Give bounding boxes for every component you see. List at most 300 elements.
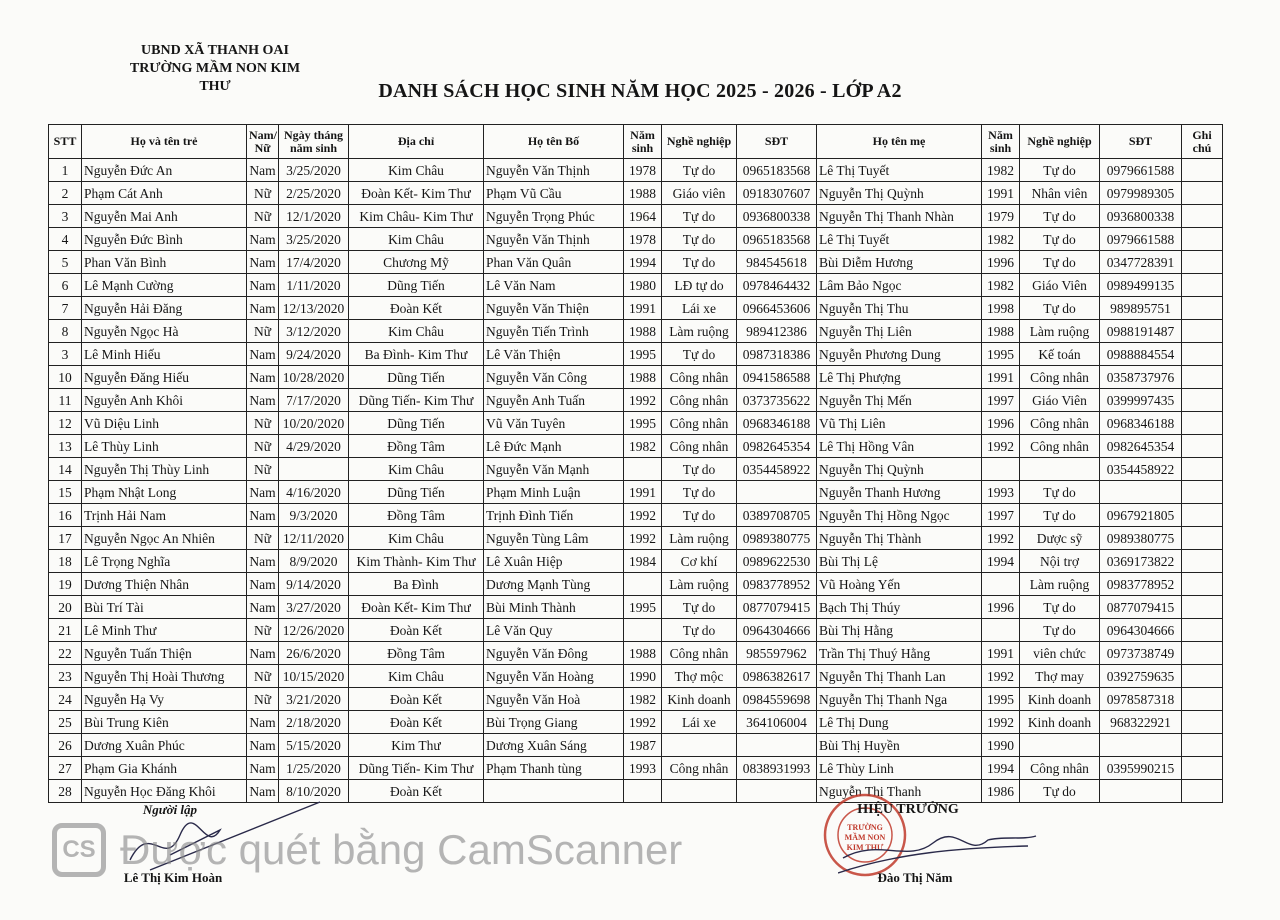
table-cell: Công nhân [662,435,737,458]
table-cell: Tự do [662,504,737,527]
table-cell [1182,297,1223,320]
table-cell: Tự do [662,228,737,251]
table-cell: Nguyễn Tiến Trình [484,320,624,343]
table-cell: 1982 [982,159,1020,182]
table-cell: 0936800338 [737,205,817,228]
table-cell: 8 [49,320,82,343]
table-cell: Nam [247,228,279,251]
table-cell [279,458,349,481]
table-cell: Đồng Tâm [349,435,484,458]
table-row [49,412,1223,435]
table-cell [1182,366,1223,389]
table-cell: 1988 [624,320,662,343]
table-cell: 0989380775 [1100,527,1182,550]
table-cell: 16 [49,504,82,527]
table-cell: 984545618 [737,251,817,274]
table-cell: Công nhân [1020,412,1100,435]
table-cell: Trịnh Đình Tiến [484,504,624,527]
table-cell: Nguyễn Văn Thiện [484,297,624,320]
table-cell: Phạm Minh Luận [484,481,624,504]
table-cell: 3/12/2020 [279,320,349,343]
table-cell: 1990 [982,734,1020,757]
table-cell: Tự do [1020,780,1100,803]
table-cell: Nữ [247,412,279,435]
table-cell: 0941586588 [737,366,817,389]
table-cell: Nam [247,504,279,527]
table-cell: Nguyễn Hải Đăng [82,297,247,320]
table-cell: Lê Thị Dung [817,711,982,734]
table-cell: Lê Văn Thiện [484,343,624,366]
table-cell: Dương Xuân Sáng [484,734,624,757]
table-cell: Giáo Viên [1020,389,1100,412]
table-cell: Bùi Thị Huyền [817,734,982,757]
table-cell [1020,458,1100,481]
table-cell: Dũng Tiến [349,366,484,389]
table-cell: Nguyễn Phương Dung [817,343,982,366]
table-cell: 5/15/2020 [279,734,349,757]
table-cell: Thợ may [1020,665,1100,688]
table-cell [1100,734,1182,757]
table-cell: 0965183568 [737,228,817,251]
table-cell: 22 [49,642,82,665]
table-cell: 0988884554 [1100,343,1182,366]
table-cell: Nguyễn Thị Mến [817,389,982,412]
table-cell: Tự do [1020,159,1100,182]
table-cell: Lê Văn Quy [484,619,624,642]
table-cell: Nguyễn Tùng Lâm [484,527,624,550]
table-cell: Làm ruộng [662,527,737,550]
table-row [49,573,1223,596]
table-cell: Công nhân [662,642,737,665]
table-cell: 28 [49,780,82,803]
table-cell: Cơ khí [662,550,737,573]
table-cell: Ba Đình- Kim Thư [349,343,484,366]
table-cell: 1992 [624,389,662,412]
table-cell: Công nhân [1020,435,1100,458]
table-cell: Tự do [1020,619,1100,642]
table-cell: 1992 [982,665,1020,688]
table-cell: Nguyễn Văn Thịnh [484,159,624,182]
table-cell: Lê Thị Hồng Vân [817,435,982,458]
table-cell: 0979661588 [1100,228,1182,251]
table-cell: 8/10/2020 [279,780,349,803]
table-cell: 0989622530 [737,550,817,573]
table-cell: Lê Thị Tuyết [817,159,982,182]
table-cell: 0978464432 [737,274,817,297]
table-cell: 1992 [624,527,662,550]
table-cell: Nguyễn Thị Quỳnh [817,458,982,481]
table-row [49,458,1223,481]
column-header: Ghi chú [1182,125,1223,159]
table-cell: 10/20/2020 [279,412,349,435]
table-cell: Nữ [247,435,279,458]
table-cell: Nam [247,389,279,412]
table-cell: Nguyễn Anh Tuấn [484,389,624,412]
table-cell: Giáo viên [662,182,737,205]
table-cell [662,734,737,757]
table-cell: Nam [247,159,279,182]
table-cell: Thợ mộc [662,665,737,688]
table-cell [1182,596,1223,619]
table-cell: 1991 [982,182,1020,205]
table-cell [1182,274,1223,297]
table-cell: 10 [49,366,82,389]
table-cell: Đồng Tâm [349,642,484,665]
table-cell: 0982645354 [1100,435,1182,458]
table-cell: 1995 [624,412,662,435]
table-cell [1182,251,1223,274]
table-cell: Nguyễn Thị Thanh Nga [817,688,982,711]
table-cell: Nguyễn Thị Thanh Lan [817,665,982,688]
table-cell: 0838931993 [737,757,817,780]
table-cell: 1978 [624,159,662,182]
table-cell: 0983778952 [1100,573,1182,596]
table-cell: Kim Châu [349,665,484,688]
table-cell: 1992 [982,711,1020,734]
table-row [49,642,1223,665]
column-header: STT [49,125,82,159]
table-cell: Trịnh Hải Nam [82,504,247,527]
table-cell: Tự do [662,159,737,182]
table-row [49,228,1223,251]
table-cell: 6 [49,274,82,297]
table-cell: 8/9/2020 [279,550,349,573]
table-cell: Tự do [1020,297,1100,320]
table-cell: 0877079415 [1100,596,1182,619]
column-header: Họ tên mẹ [817,125,982,159]
table-cell [737,481,817,504]
table-row [49,435,1223,458]
table-cell: 1987 [624,734,662,757]
table-cell: Công nhân [1020,757,1100,780]
table-cell: Tự do [662,251,737,274]
table-row [49,619,1223,642]
table-cell: 0358737976 [1100,366,1182,389]
table-cell: 3/27/2020 [279,596,349,619]
table-cell: Làm ruộng [1020,573,1100,596]
table-cell: Lê Minh Thư [82,619,247,642]
table-cell: 21 [49,619,82,642]
table-cell: 0988191487 [1100,320,1182,343]
table-cell: Nguyễn Mai Anh [82,205,247,228]
table-cell: Nguyễn Học Đăng Khôi [82,780,247,803]
table-cell: Nguyễn Văn Công [484,366,624,389]
table-cell: Dũng Tiến [349,481,484,504]
table-cell: 0964304666 [1100,619,1182,642]
table-cell: Nữ [247,665,279,688]
table-cell: Phạm Vũ Cầu [484,182,624,205]
table-cell: 11 [49,389,82,412]
table-cell: 1994 [982,757,1020,780]
table-cell: Lái xe [662,711,737,734]
table-cell: Công nhân [662,757,737,780]
table-cell: LĐ tự do [662,274,737,297]
table-cell: Kinh doanh [1020,688,1100,711]
table-cell: 26 [49,734,82,757]
table-cell: Nam [247,711,279,734]
table-cell: 0967921805 [1100,504,1182,527]
table-cell: 10/28/2020 [279,366,349,389]
table-cell: 1995 [982,343,1020,366]
table-cell: Lê Đức Mạnh [484,435,624,458]
table-cell [737,734,817,757]
table-cell: Nguyễn Thị Hoài Thương [82,665,247,688]
table-cell: Tự do [662,619,737,642]
column-header: Địa chỉ [349,125,484,159]
table-cell: 10/15/2020 [279,665,349,688]
table-cell: 1982 [624,435,662,458]
table-cell [1182,642,1223,665]
principal-title: HIỆU TRƯỞNG [857,802,959,817]
table-cell: 12/26/2020 [279,619,349,642]
table-cell: 989895751 [1100,297,1182,320]
table-cell: Nguyễn Đức An [82,159,247,182]
table-row [49,366,1223,389]
table-row [49,504,1223,527]
table-cell: 1/25/2020 [279,757,349,780]
table-cell: 15 [49,481,82,504]
table-row [49,297,1223,320]
table-cell: Dũng Tiến [349,274,484,297]
table-cell: 1992 [624,504,662,527]
table-cell: Nữ [247,320,279,343]
table-cell: Nguyễn Văn Mạnh [484,458,624,481]
table-cell: 3 [49,205,82,228]
table-cell: 0984559698 [737,688,817,711]
table-cell [1182,780,1223,803]
table-cell: Nguyễn Thị Thanh Nhàn [817,205,982,228]
table-cell [1182,182,1223,205]
table-cell: 1979 [982,205,1020,228]
table-cell: 0987318386 [737,343,817,366]
table-cell: 0979989305 [1100,182,1182,205]
table-cell: 0986382617 [737,665,817,688]
table-cell: 12/11/2020 [279,527,349,550]
table-cell: 27 [49,757,82,780]
table-cell: Vũ Hoàng Yến [817,573,982,596]
column-header: Nghề nghiệp [1020,125,1100,159]
table-cell [1182,228,1223,251]
table-cell: 0968346188 [1100,412,1182,435]
table-cell: Kim Thư [349,734,484,757]
table-cell [982,458,1020,481]
table-cell: 1992 [982,527,1020,550]
table-cell: 1984 [624,550,662,573]
table-cell: 24 [49,688,82,711]
svg-text:KIM THƯ: KIM THƯ [846,843,884,852]
table-cell: 0354458922 [737,458,817,481]
table-cell: Nguyễn Đức Bình [82,228,247,251]
table-cell: Tự do [1020,481,1100,504]
table-row [49,757,1223,780]
table-cell: 989412386 [737,320,817,343]
table-cell [1182,159,1223,182]
table-cell: 3/25/2020 [279,159,349,182]
table-cell: 1988 [624,366,662,389]
table-cell: Nam [247,366,279,389]
table-cell: Đoàn Kết- Kim Thư [349,182,484,205]
camscanner-watermark [52,822,682,878]
table-cell [1182,550,1223,573]
table-cell: Tự do [1020,228,1100,251]
column-header: SĐT [737,125,817,159]
table-cell: 1992 [624,711,662,734]
table-cell: 9/3/2020 [279,504,349,527]
table-cell: Đoàn Kết [349,711,484,734]
table-cell: 1992 [982,435,1020,458]
table-cell: 1 [49,159,82,182]
table-cell: Bùi Trọng Giang [484,711,624,734]
student-table [48,124,1223,803]
table-cell: Tự do [1020,205,1100,228]
table-cell: 0347728391 [1100,251,1182,274]
table-cell: Lê Thị Phượng [817,366,982,389]
table-cell: Kế toán [1020,343,1100,366]
table-cell: Dược sỹ [1020,527,1100,550]
table-row [49,711,1223,734]
table-cell [624,780,662,803]
table-cell: Làm ruộng [662,320,737,343]
table-cell: 1997 [982,389,1020,412]
table-cell: 985597962 [737,642,817,665]
table-cell: Phan Văn Bình [82,251,247,274]
table-cell: 4/29/2020 [279,435,349,458]
column-header: Nghề nghiệp [662,125,737,159]
table-cell: Bùi Trung Kiên [82,711,247,734]
table-row [49,389,1223,412]
table-cell: 364106004 [737,711,817,734]
table-cell: 1991 [982,366,1020,389]
table-cell [1182,527,1223,550]
table-cell: 0965183568 [737,159,817,182]
table-cell: Lê Thùy Linh [817,757,982,780]
table-cell: Kim Châu [349,159,484,182]
table-cell [1182,389,1223,412]
table-cell: 19 [49,573,82,596]
table-cell [1182,665,1223,688]
table-cell: 1996 [982,251,1020,274]
table-cell: 1995 [982,688,1020,711]
table-cell: Bùi Trí Tài [82,596,247,619]
table-cell: 2/18/2020 [279,711,349,734]
table-row [49,182,1223,205]
table-cell: Nam [247,780,279,803]
table-cell: Phan Văn Quân [484,251,624,274]
table-cell: 1997 [982,504,1020,527]
org-line-2: TRƯỜNG MẦM NON KIM THƯ [129,61,301,94]
table-cell [1100,481,1182,504]
table-cell: 17 [49,527,82,550]
table-cell: 1988 [624,182,662,205]
table-row [49,159,1223,182]
table-cell: Nam [247,596,279,619]
camscanner-text: Được quét bằng CamScanner [120,826,683,873]
table-cell: Lê Văn Nam [484,274,624,297]
table-cell: Công nhân [1020,366,1100,389]
table-cell: Nam [247,550,279,573]
table-cell: Kim Châu [349,320,484,343]
table-cell: 1995 [624,343,662,366]
table-cell: Nguyễn Anh Khôi [82,389,247,412]
column-header: Năm sinh [624,125,662,159]
table-cell: 0936800338 [1100,205,1182,228]
table-cell: Tự do [662,458,737,481]
table-row [49,665,1223,688]
table-cell: Nữ [247,205,279,228]
table-cell: 3 [49,343,82,366]
table-cell [1182,435,1223,458]
table-cell: Công nhân [662,366,737,389]
table-cell: 0989499135 [1100,274,1182,297]
table-cell: Nguyễn Thị Quỳnh [817,182,982,205]
table-cell: Đoàn Kết [349,780,484,803]
creator-name: Lê Thị Kim Hoàn [123,870,223,885]
table-cell: 25 [49,711,82,734]
table-cell: Nguyễn Văn Thịnh [484,228,624,251]
table-cell: Vũ Thị Liên [817,412,982,435]
table-row [49,205,1223,228]
table-cell: 18 [49,550,82,573]
table-cell [1182,573,1223,596]
svg-text:MẦM NON: MẦM NON [844,833,886,842]
table-cell [1182,412,1223,435]
table-cell [662,780,737,803]
table-cell: 1996 [982,596,1020,619]
table-cell [624,619,662,642]
table-cell [1182,320,1223,343]
table-cell [484,780,624,803]
principal-signature [838,818,1038,878]
table-cell: 2 [49,182,82,205]
table-cell: Chương Mỹ [349,251,484,274]
table-cell: 1991 [624,481,662,504]
table-cell: 4 [49,228,82,251]
table-cell: 0973738749 [1100,642,1182,665]
table-cell: Làm ruộng [662,573,737,596]
table-cell: 1998 [982,297,1020,320]
table-cell [1182,688,1223,711]
table-cell: 12 [49,412,82,435]
table-row [49,527,1223,550]
table-cell: Đồng Tâm [349,504,484,527]
table-cell: Nguyễn Ngọc Hà [82,320,247,343]
table-cell [1182,619,1223,642]
table-cell: Nguyễn Thanh Hương [817,481,982,504]
table-cell: Bùi Diễm Hương [817,251,982,274]
table-cell: Lê Thùy Linh [82,435,247,458]
table-cell: 1978 [624,228,662,251]
table-row [49,688,1223,711]
table-cell: 968322921 [1100,711,1182,734]
table-cell: Tự do [662,481,737,504]
table-cell: Kinh doanh [662,688,737,711]
table-cell: Nam [247,251,279,274]
table-cell: Lê Trọng Nghĩa [82,550,247,573]
table-cell: 1988 [982,320,1020,343]
table-cell: Dương Mạnh Tùng [484,573,624,596]
table-row [49,251,1223,274]
table-cell: Giáo Viên [1020,274,1100,297]
table-cell: 12/1/2020 [279,205,349,228]
column-header: Năm sinh [982,125,1020,159]
table-cell: Lê Xuân Hiệp [484,550,624,573]
table-cell: Nguyễn Thị Thanh [817,780,982,803]
table-cell [1182,458,1223,481]
table-cell [624,573,662,596]
table-cell: 0978587318 [1100,688,1182,711]
principal-name: Đào Thị Năm [877,870,953,885]
table-cell: 0968346188 [737,412,817,435]
